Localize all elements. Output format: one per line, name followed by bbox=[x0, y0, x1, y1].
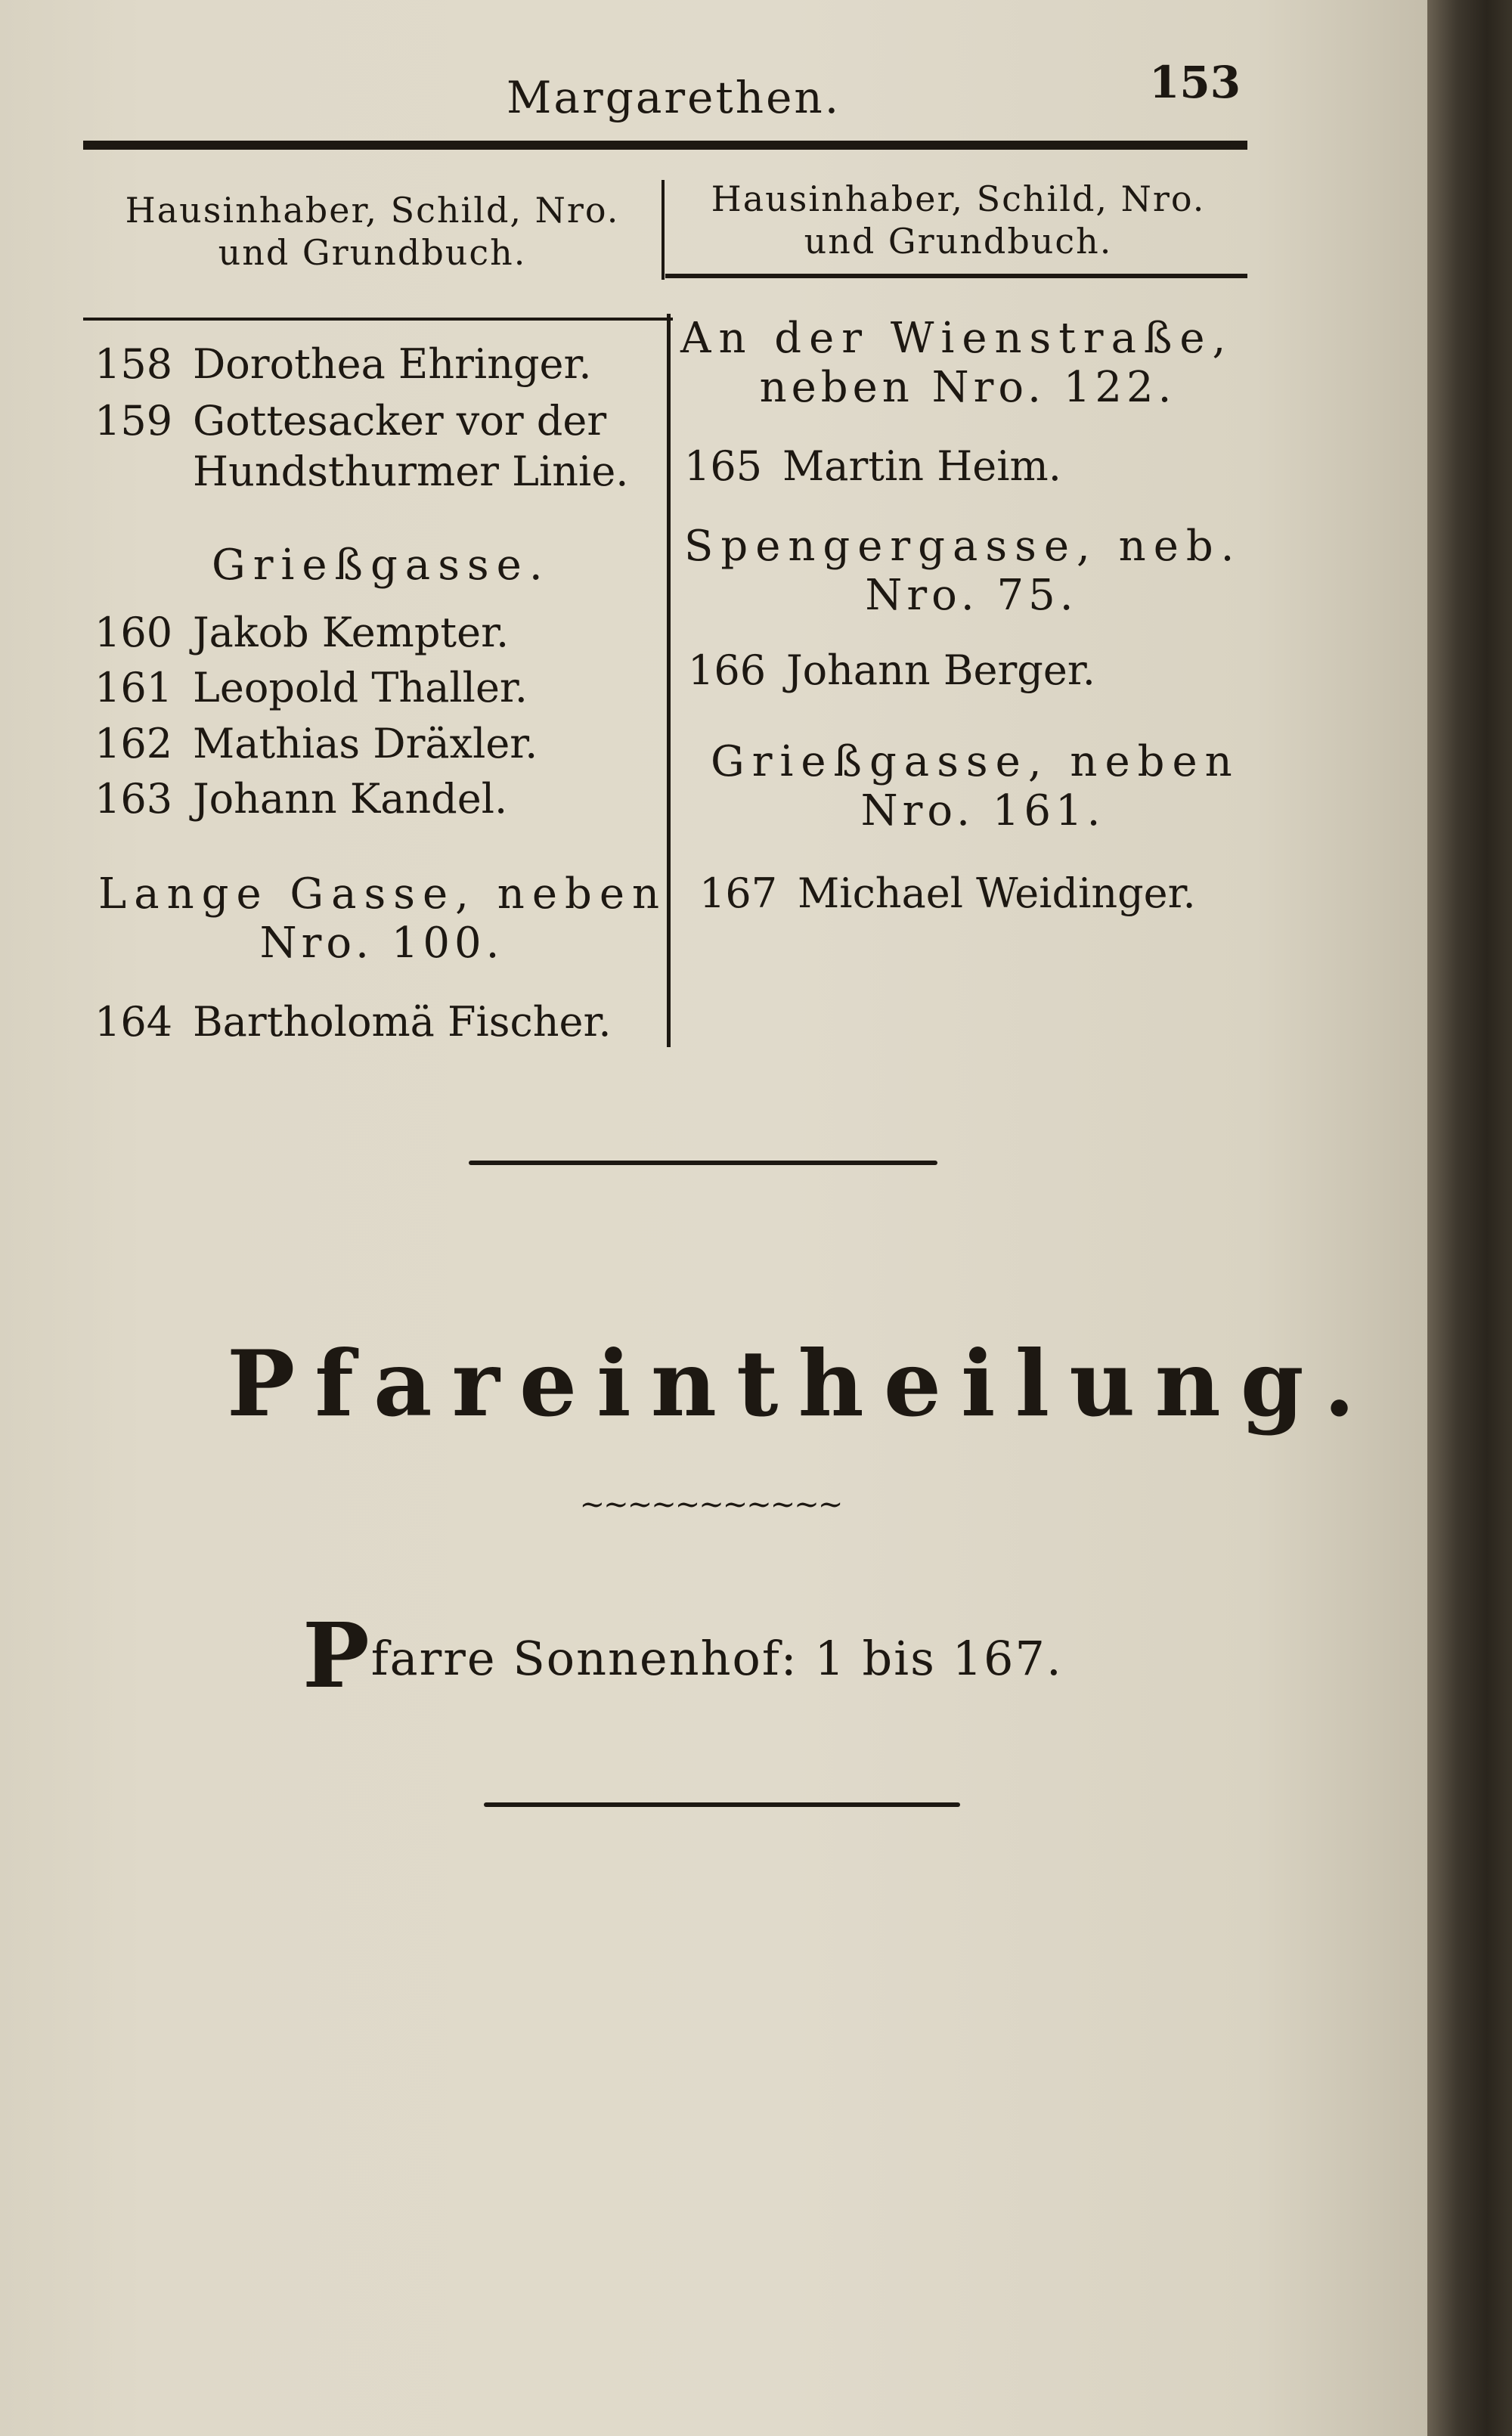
street-heading-line2: neben Nro. 122. bbox=[759, 363, 1176, 412]
street-heading-wienstrasse bbox=[680, 314, 1255, 412]
house-number: 163 bbox=[94, 775, 173, 823]
street-heading-line2: Nro. 75. bbox=[865, 571, 1078, 620]
street-heading-line1: Lange Gasse, neben bbox=[98, 869, 668, 919]
street-heading-spengergasse bbox=[684, 522, 1259, 620]
list-item bbox=[699, 869, 1196, 917]
householder-name: Leopold Thaller. bbox=[193, 664, 528, 711]
householder-name: Hundsthurmer Linie. bbox=[193, 448, 629, 495]
householder-name: Dorothea Ehringer. bbox=[193, 340, 592, 388]
column-header-left bbox=[83, 189, 662, 274]
parish-line bbox=[302, 1603, 1063, 1708]
column-divider bbox=[667, 314, 671, 1047]
column-header-left-line1: Hausinhaber, Schild, Nro. bbox=[125, 190, 620, 231]
householder-name: Mathias Dräxler. bbox=[193, 720, 538, 767]
header-rule-bottom bbox=[83, 318, 673, 321]
list-item bbox=[684, 442, 1061, 490]
list-item bbox=[688, 646, 1095, 694]
street-heading-line1: Spengergasse, neb. bbox=[684, 522, 1242, 571]
list-item bbox=[94, 775, 507, 823]
householder-name: Martin Heim. bbox=[782, 442, 1061, 490]
householder-name: Johann Kandel. bbox=[193, 775, 508, 823]
parish-line-initial: P bbox=[302, 1603, 371, 1708]
street-heading-line2: Nro. 161. bbox=[860, 786, 1105, 835]
house-number: 159 bbox=[94, 397, 173, 445]
house-number: 161 bbox=[94, 664, 173, 711]
list-item bbox=[94, 609, 509, 656]
column-header-right bbox=[669, 178, 1247, 262]
running-head: Margarethen. bbox=[507, 72, 841, 123]
section-divider-bottom bbox=[484, 1802, 960, 1807]
column-header-right-line1: Hausinhaber, Schild, Nro. bbox=[711, 178, 1206, 219]
list-item bbox=[94, 998, 612, 1046]
header-rule-mid bbox=[665, 274, 1247, 278]
ornamental-rule: ~~~~~~~~~~~ bbox=[579, 1487, 842, 1522]
street-heading-line1: Grießgasse, neben bbox=[711, 737, 1240, 786]
householder-name: Gottesacker vor der bbox=[193, 397, 607, 445]
street-heading-griessgasse-right bbox=[711, 737, 1255, 835]
house-number: 165 bbox=[684, 442, 763, 490]
householder-name: Michael Weidinger. bbox=[798, 869, 1196, 917]
street-heading-line2: Nro. 100. bbox=[259, 919, 504, 968]
parish-line-text: farre Sonnenhof: 1 bis 167. bbox=[370, 1631, 1063, 1686]
column-header-left-line2: und Grundbuch. bbox=[218, 232, 527, 273]
header-rule-top bbox=[83, 141, 1247, 150]
householder-name: Jakob Kempter. bbox=[193, 609, 510, 656]
house-number: 164 bbox=[94, 998, 173, 1046]
list-item bbox=[94, 397, 606, 445]
section-divider-top bbox=[469, 1161, 937, 1165]
house-number: 160 bbox=[94, 609, 173, 656]
column-header-right-line2: und Grundbuch. bbox=[804, 221, 1113, 262]
book-gutter bbox=[1427, 0, 1512, 2436]
list-item bbox=[94, 720, 538, 767]
list-item bbox=[94, 448, 628, 495]
house-number: 166 bbox=[688, 646, 767, 694]
householder-name: Bartholomä Fischer. bbox=[193, 998, 612, 1046]
house-number: 167 bbox=[699, 869, 778, 917]
page-number: 153 bbox=[1149, 57, 1241, 108]
householder-name: Johann Berger. bbox=[786, 646, 1095, 694]
street-heading-line1: An der Wienstraße, bbox=[680, 314, 1234, 363]
section-title: Pfareintheilung. bbox=[227, 1331, 1375, 1437]
street-heading-lange-gasse bbox=[98, 869, 668, 968]
list-item bbox=[94, 340, 592, 388]
street-heading-griessgasse: Grießgasse. bbox=[212, 541, 550, 590]
house-number: 162 bbox=[94, 720, 173, 767]
list-item bbox=[94, 664, 528, 711]
column-header-divider bbox=[662, 180, 665, 280]
house-number: 158 bbox=[94, 340, 173, 388]
